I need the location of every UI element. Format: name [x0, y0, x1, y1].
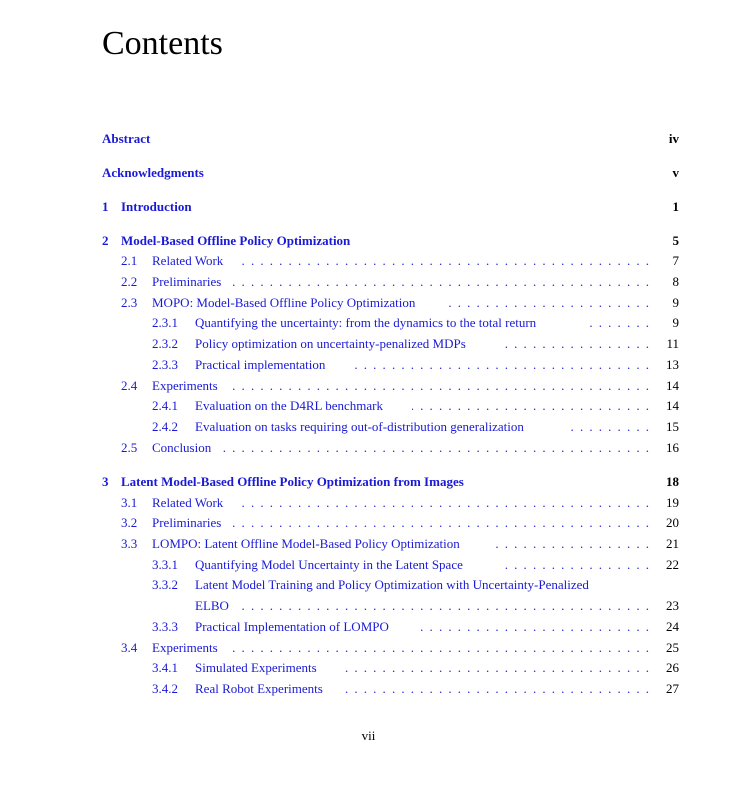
toc-entry-number[interactable]: 3.4.1	[152, 660, 178, 675]
toc-entry-text[interactable]: Acknowledgments	[102, 165, 204, 180]
toc-subsection-2-3-2[interactable]	[0, 334, 737, 354]
toc-entry-number[interactable]: 2.4.1	[152, 398, 178, 413]
toc-entry-number[interactable]: 3.3	[121, 536, 138, 551]
toc-dot-leader	[348, 355, 649, 375]
toc-dot-leader	[500, 555, 649, 575]
toc-chapter-2[interactable]	[0, 231, 737, 251]
toc-entry-text[interactable]: Simulated Experiments	[195, 660, 317, 675]
toc-subsection-2-4-2[interactable]	[0, 417, 737, 437]
toc-entry-page: 26	[666, 660, 679, 675]
toc-entry-page: 27	[666, 681, 679, 696]
toc-subsection-2-3-3[interactable]	[0, 355, 737, 375]
toc-entry-page: 8	[672, 274, 679, 289]
toc-section-2-3[interactable]	[0, 293, 737, 313]
toc-entry-number[interactable]: 2.4.2	[152, 419, 178, 434]
toc-entry-number[interactable]: 2.3.3	[152, 357, 178, 372]
toc-entry-page: 24	[666, 619, 679, 634]
toc-entry-page: 9	[672, 315, 679, 330]
toc-subsection-3-4-2[interactable]	[0, 679, 737, 699]
toc-entry-page: 11	[666, 336, 679, 351]
toc-entry-page: 19	[666, 495, 679, 510]
toc-entry-number[interactable]: 2.2	[121, 274, 138, 289]
toc-entry-text-continued[interactable]: ELBO	[195, 598, 229, 613]
toc-dot-leader	[222, 438, 649, 458]
toc-entry-text[interactable]: Latent Model Training and Policy Optimization with Uncertainty-Penalized	[195, 577, 589, 592]
toc-dot-leader	[568, 417, 649, 437]
toc-entry-number[interactable]: 2.5	[121, 440, 138, 455]
toc-entry-number[interactable]: 2.3.1	[152, 315, 178, 330]
toc-section-2-4[interactable]	[0, 376, 737, 396]
toc-dot-leader	[236, 596, 649, 616]
toc-entry-number[interactable]: 3.4.2	[152, 681, 178, 696]
page-number-footer: vii	[361, 728, 376, 743]
toc-dot-leader	[412, 396, 649, 416]
toc-entry-page: 14	[666, 378, 679, 393]
toc-entry-text[interactable]: Practical implementation	[195, 357, 326, 372]
toc-dot-leader	[236, 493, 649, 513]
toc-entry-page: 21	[666, 536, 679, 551]
toc-entry-text[interactable]: Evaluation on the D4RL benchmark	[195, 398, 383, 413]
toc-entry-page: 5	[672, 233, 679, 248]
toc-subsection-3-3-2-continued[interactable]	[0, 596, 737, 616]
toc-entry-text[interactable]: Experiments	[152, 378, 218, 393]
toc-entry-text[interactable]: Real Robot Experiments	[195, 681, 323, 696]
toc-entry-text[interactable]: Latent Model-Based Offline Policy Optimization from Images	[121, 474, 464, 489]
toc-dot-leader	[418, 617, 649, 637]
toc-dot-leader	[232, 272, 649, 292]
toc-entry-text[interactable]: Related Work	[152, 495, 224, 510]
toc-entry-number[interactable]: 2	[102, 233, 109, 248]
toc-entry-text[interactable]: LOMPO: Latent Offline Model-Based Policy Optimization	[152, 536, 460, 551]
toc-entry-text[interactable]: Abstract	[102, 131, 151, 146]
toc-entry-text[interactable]: Policy optimization on uncertainty-penalized MDPs	[195, 336, 466, 351]
toc-entry-text[interactable]: Conclusion	[152, 440, 212, 455]
toc-dot-leader	[340, 679, 649, 699]
toc-entry-number[interactable]: 3.3.3	[152, 619, 178, 634]
toc-entry-text[interactable]: MOPO: Model-Based Offline Policy Optimization	[152, 295, 416, 310]
toc-entry-number[interactable]: 3.4	[121, 640, 138, 655]
toc-entry-page: v	[672, 165, 679, 180]
page-title: Contents	[102, 25, 223, 62]
toc-entry-text[interactable]: Introduction	[121, 199, 192, 214]
toc-entry-number[interactable]: 2.3.2	[152, 336, 178, 351]
toc-dot-leader	[228, 376, 649, 396]
toc-entry-page: 23	[666, 598, 679, 613]
toc-section-3-4[interactable]	[0, 638, 737, 658]
toc-entry-acknowledgments[interactable]	[0, 163, 737, 183]
toc-subsection-3-3-2[interactable]	[0, 575, 737, 595]
toc-entry-page: 1	[672, 199, 679, 214]
toc-dot-leader	[590, 313, 649, 333]
toc-entry-number[interactable]: 1	[102, 199, 109, 214]
toc-section-3-3[interactable]	[0, 534, 737, 554]
toc-dot-leader	[228, 638, 649, 658]
toc-dot-leader	[446, 293, 649, 313]
toc-entry-number[interactable]: 3.3.1	[152, 557, 178, 572]
toc-subsection-3-3-1[interactable]	[0, 555, 737, 575]
toc-entry-page: 7	[672, 253, 679, 268]
toc-entry-page: 20	[666, 515, 679, 530]
toc-section-3-1[interactable]	[0, 493, 737, 513]
toc-entry-page: iv	[668, 131, 679, 146]
toc-entry-number[interactable]: 2.1	[121, 253, 138, 268]
toc-entry-text[interactable]: Experiments	[152, 640, 218, 655]
toc-dot-leader	[338, 658, 649, 678]
toc-entry-text[interactable]: Practical Implementation of LOMPO	[195, 619, 389, 634]
toc-entry-text[interactable]: Evaluation on tasks requiring out-of-distribution generalization	[195, 419, 524, 434]
toc-section-2-2[interactable]	[0, 272, 737, 292]
toc-subsection-2-4-1[interactable]	[0, 396, 737, 416]
toc-section-2-1[interactable]	[0, 251, 737, 271]
toc-entry-text[interactable]: Quantifying the uncertainty: from the dynamics to the total return	[195, 315, 537, 330]
toc-entry-number[interactable]: 3.3.2	[152, 577, 178, 592]
toc-subsection-3-4-1[interactable]	[0, 658, 737, 678]
toc-entry-text[interactable]: Model-Based Offline Policy Optimization	[121, 233, 351, 248]
toc-entry-number[interactable]: 2.4	[121, 378, 138, 393]
toc-dot-leader	[496, 534, 649, 554]
toc-entry-page: 16	[666, 440, 679, 455]
toc-entry-page: 25	[666, 640, 679, 655]
toc-section-2-5[interactable]	[0, 438, 737, 458]
toc-dot-leader	[505, 334, 649, 354]
toc-entry-text[interactable]: Related Work	[152, 253, 224, 268]
toc-entry-page: 15	[666, 419, 679, 434]
toc-entry-number[interactable]: 3.1	[121, 495, 138, 510]
toc-entry-number[interactable]: 2.3	[121, 295, 138, 310]
toc-entry-number[interactable]: 3	[102, 474, 109, 489]
toc-chapter-3[interactable]	[0, 472, 737, 492]
toc-entry-page: 18	[666, 474, 679, 489]
toc-entry-number[interactable]: 3.2	[121, 515, 138, 530]
toc-entry-page: 13	[666, 357, 679, 372]
toc-section-3-2[interactable]	[0, 513, 737, 533]
toc-entry-text[interactable]: Preliminaries	[152, 515, 222, 530]
toc-entry-text[interactable]: Preliminaries	[152, 274, 222, 289]
toc-entry-text[interactable]: Quantifying Model Uncertainty in the Latent Space	[195, 557, 463, 572]
toc-subsection-2-3-1[interactable]	[0, 313, 737, 333]
toc-dot-leader	[232, 513, 649, 533]
toc-entry-page: 14	[666, 398, 679, 413]
toc-subsection-3-3-3[interactable]	[0, 617, 737, 637]
toc-entry-page: 9	[672, 295, 679, 310]
toc-entry-page: 22	[666, 557, 679, 572]
toc-entry-abstract[interactable]	[0, 129, 737, 149]
toc-dot-leader	[236, 251, 649, 271]
toc-chapter-1[interactable]	[0, 197, 737, 217]
